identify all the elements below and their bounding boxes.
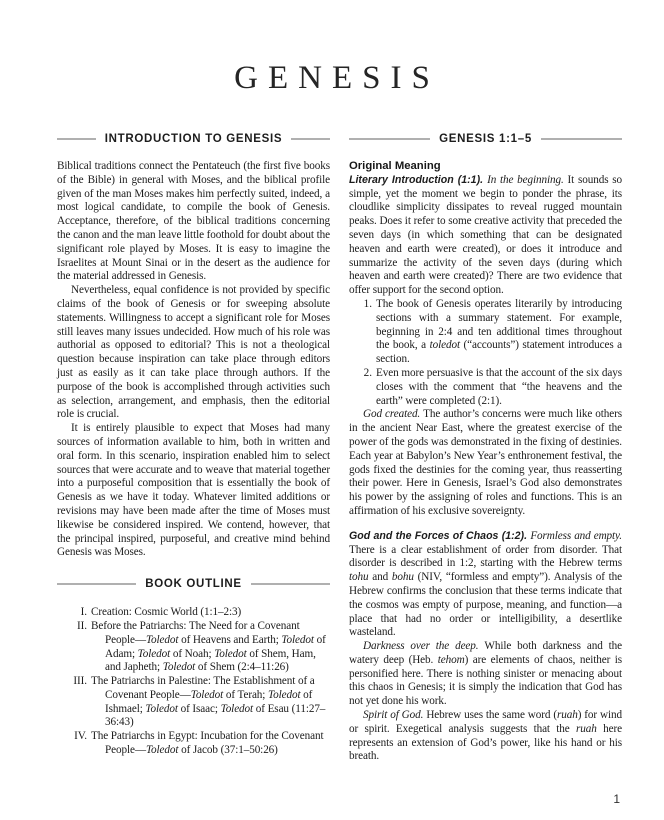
outline-numeral: II. [77,619,87,632]
outline-numeral: III. [73,675,87,688]
genesis-passage-header [349,133,622,145]
left-column [57,133,330,764]
header-rule-right [251,583,330,585]
genesis-passage-header-label: GENESIS 1:1–5 [439,133,532,145]
header-rule-right [291,138,330,140]
god-created-paragraph: God created. The author’s concerns were much like others in the ancient Near East, where the greatest exercise of the power of the gods was demonstrated in the fixing of destinies. Each year at Babylon’s New Year’s enthronement festival, the gods fixed the destinies for the coming year, thus reasserting their power. Here in Genesis, Israel’s God also demonstrates his power by the assigning of roles and functions. This is an affirmation of his exclusive sovereignty. [349,408,622,517]
outline-item [57,675,330,730]
outline-item [57,730,330,758]
list-item [359,298,622,367]
outline-numeral: I. [80,606,87,619]
list-item-text: Even more persuasive is that the account of the six days closes with the comment that “the heavens and the earth” were completed (2:1). [376,366,622,407]
list-item [359,367,622,408]
outline-text: Creation: Cosmic World (1:1–2:3) [91,606,242,619]
outline-text: Before the Patriarchs: The Need for a Covenant People—Toledot of Heavens and Earth; Toledot of Adam; Toledot of Noah; Toledot of Shem, Ham, and Japheth; Toledot of Shem (2:4–11:26) [91,619,326,674]
list-item-text: The book of Genesis operates literarily by introducing sections with a summary statement. For example, beginning in 2:4 and ten additional times throughout the book, a toledot (“accounts”) statement introduces a section. [376,297,622,366]
darkness-paragraph: Darkness over the deep. While both darkness and the watery deep (Heb. tehom) are elements of chaos, neither is personified here. There is nothing sinister or menacing about this chaos in Genesis; it is simply the indication that God has not yet done his work. [349,640,622,708]
original-meaning-heading: Original Meaning [349,160,441,172]
forces-of-chaos-paragraph: God and the Forces of Chaos (1:2). Formless and empty. There is a clear establishment of order from disorder. That disorder is described in 1:2, starting with the Hebrew terms tohu and bohu (NIV, “formless and empty”). Analysis of the Hebrew confirms the conclusion that these terms indicate that the cosmos was empty of purpose, meaning, and function—a place that had no order or intelligibility, a desertlike wasteland. [349,529,623,639]
two-column-layout [57,133,622,764]
list-item-number: 2. [363,366,372,379]
header-rule-left [57,583,136,585]
intro-paragraph-2: Nevertheless, equal confidence is not provided by specific claims of the book of Genesis or for sweeping absolute statements. Willingness to accept a significant role for Moses still leaves many issues undecided. How much of his role was authorial as opposed to editorial? This is not a theological question because inspiration can take place through editors just as easily as it can take place through authors. If the purpose of the book is accomplished through activities such as selection, arrangement, and emphasis, then the editorial role is crucial. [57,284,330,421]
outline-item [57,606,330,620]
right-column [349,133,622,764]
book-outline-list [57,606,330,758]
page-title: GENESIS [234,60,440,96]
header-rule-left [57,138,96,140]
introduction-section-header [57,133,330,145]
header-rule-left [349,138,430,140]
spirit-of-god-paragraph: Spirit of God. Hebrew uses the same word (ruah) for wind or spirit. Exegetical analysis suggests that the ruah here represents an extension of God’s power, like his hand or his breath. [349,709,622,763]
list-item-number: 1. [363,297,372,310]
evidence-numbered-list [359,298,622,408]
book-outline-header-label: BOOK OUTLINE [145,578,242,591]
literary-introduction-paragraph: Literary Introduction (1:1). In the beginning. It sounds so simple, yet the moment we begin to ponder the phrase, its cloudlike simplicity dissipates to reveal rugged mountain peaks. Does it refer to some creative activity that preceded the seven days (in which something that can be designated heaven and earth were created), or does it introduce and summarize the activity of the seven days (during which heaven and earth were created)? There are two evidence that offer support for the second option. [349,173,622,297]
introduction-header-label: INTRODUCTION TO GENESIS [104,133,283,145]
intro-paragraph-3: It is entirely plausible to expect that Moses had many sources of information available to him, both in written and oral form. In this scenario, inspiration enabled him to select sources that were accurate and to weave that material together into a purposeful composition that is essentially the book of Genesis as we have it today. Whatever limited additions or revisions may have been made after the time of Moses must likewise be considered inspired. We contend, however, that the principal inspired, purposeful, and creative mind behind Genesis was Moses. [57,422,330,559]
outline-text: The Patriarchs in Egypt: Incubation for the Covenant People—Toledot of Jacob (37:1–50:26) [91,730,324,757]
page-number: 1 [613,792,620,806]
header-rule-right [541,138,622,140]
outline-numeral: IV. [74,730,87,743]
book-outline-header [57,578,330,590]
intro-paragraph-1: Biblical traditions connect the Pentateuch (the first five books of the Bible) in general with Moses, and the biblical profile given of the man Moses makes him perfectly suited, indeed, a most logical candidate, to compile the book of Genesis. Acceptance, therefore, of the biblical traditions concerning the canon and the man leave little foothold for doubt about the significant role played by Moses. It is easy to imagine the Israelites at Mount Sinai or in the desert as the audience for the material addressed in Genesis. [57,160,330,283]
outline-item [57,620,330,675]
outline-text: The Patriarchs in Palestine: The Establishment of a Covenant People—Toledot of Terah; Toledot of Ishmael; Toledot of Isaac; Toledot of Esau (11:27–36:43) [91,675,326,729]
